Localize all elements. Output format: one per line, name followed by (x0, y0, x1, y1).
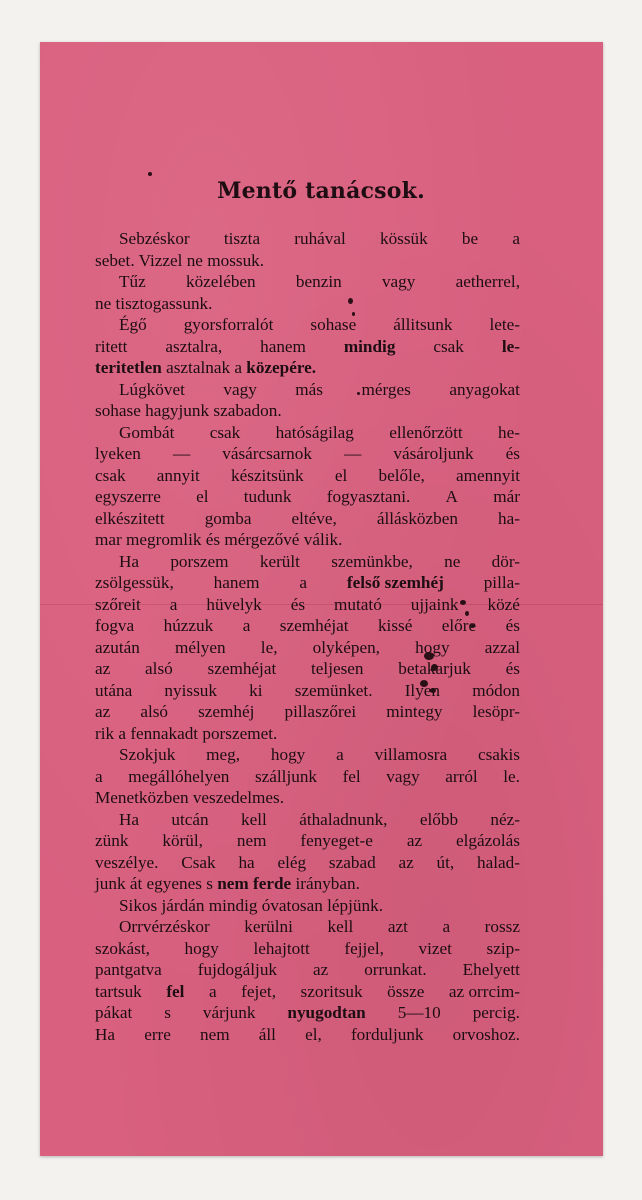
word: szip- (486, 938, 520, 958)
text-line (95, 873, 520, 895)
word: sohase hagyjunk szabadon. (95, 401, 282, 420)
word: mar megromlik és mérgezővé válik. (95, 530, 343, 549)
word: néz- (490, 809, 520, 829)
word: hogy (270, 745, 306, 764)
text-line (95, 465, 520, 487)
text-line (95, 959, 520, 981)
word: szemhéjat (207, 659, 277, 678)
word: irányban. (291, 874, 360, 893)
word: hogy (415, 637, 450, 657)
word: le, (260, 637, 278, 657)
word: közé (487, 594, 520, 614)
word: a (208, 981, 217, 1001)
word: az (312, 960, 329, 979)
word: a (442, 917, 451, 936)
word: kell (327, 917, 354, 936)
text-line (95, 594, 520, 616)
word: szőreit (95, 594, 141, 614)
text-line (95, 938, 520, 960)
word: előre (441, 616, 477, 635)
word: lete- (489, 315, 520, 334)
word: veszélye. (95, 852, 159, 872)
bold-word: le- (501, 336, 520, 356)
bold-word: mindig (343, 336, 396, 356)
word: 5—10 (397, 1003, 441, 1022)
word: ne (444, 551, 461, 571)
word: vizet (418, 938, 452, 958)
word: a (95, 766, 103, 786)
word: Gombát (119, 422, 175, 442)
bold-word: nem ferde (217, 874, 292, 893)
word: zsölgessük, (95, 573, 174, 592)
word: gomba (204, 508, 252, 528)
word: azzal (484, 637, 520, 657)
word: lesöpr- (472, 702, 520, 721)
word: A (445, 487, 458, 506)
word: szoritsuk (300, 981, 363, 1001)
word: benzin (295, 272, 342, 291)
word: tudunk (243, 487, 292, 506)
text-line (95, 271, 520, 293)
word: az orrcim- (448, 981, 520, 1001)
word: közelében (185, 272, 256, 291)
word: el, (305, 1024, 322, 1044)
text-line (95, 916, 520, 938)
word: meg, (206, 745, 241, 764)
word: ne tisztogassunk. (95, 293, 213, 313)
word: fogva (95, 616, 135, 635)
word: szemhéjat (279, 616, 349, 635)
word: belőle, (378, 465, 425, 485)
word: szemünket. (294, 680, 373, 700)
word: halad- (477, 852, 520, 872)
word: a (242, 616, 251, 635)
word: mutató (334, 594, 382, 614)
word: le. (503, 766, 520, 786)
word: erre (144, 1024, 171, 1044)
word: szabad (328, 852, 376, 872)
word: az (406, 831, 423, 850)
word: percig. (472, 1003, 520, 1022)
word: vásárcsarnok (222, 444, 312, 463)
word: aetherrel, (455, 272, 520, 291)
text-line (95, 744, 520, 766)
word: más (295, 379, 323, 399)
word: módon (472, 680, 520, 700)
word: nyissuk (164, 680, 217, 700)
word: hogy (184, 938, 219, 958)
word: betakarjuk (398, 659, 471, 678)
word: Szokjuk (119, 745, 176, 764)
word: és (505, 616, 520, 635)
text-line (95, 637, 520, 659)
word: ruhával (294, 229, 346, 248)
text-line (95, 1024, 520, 1046)
word: hatóságilag (275, 422, 354, 442)
word: és (290, 594, 306, 614)
word: orvoshoz. (452, 1024, 520, 1044)
word: az (95, 659, 111, 678)
word: Égő (119, 315, 147, 334)
word: fujdogáljuk (197, 960, 278, 979)
word: előbb (419, 809, 459, 829)
word: szokást, (95, 938, 150, 958)
word: utána (95, 680, 133, 700)
word: vagy (223, 379, 257, 399)
text-line (95, 314, 520, 336)
word: az (398, 852, 414, 872)
word: nem (236, 831, 267, 850)
advice-text (95, 228, 520, 1045)
word: be (461, 229, 479, 248)
bold-word: fel (166, 981, 185, 1001)
word: ha (238, 852, 255, 872)
word: fejjel, (344, 938, 384, 958)
word: Ha (119, 809, 140, 829)
word: utcán (171, 809, 209, 829)
word: csakis (477, 745, 520, 764)
bold-word: felső szemhéj (346, 573, 444, 592)
word: amennyit (456, 465, 520, 485)
word: megállóhelyen (128, 766, 230, 786)
word: pillaszőrei (284, 702, 357, 721)
word: alsó (145, 659, 173, 678)
word: csak (95, 465, 126, 485)
word: dör- (491, 551, 520, 571)
word: út, (436, 852, 455, 872)
word: szemhéj (198, 702, 255, 721)
word: vásároljunk (393, 444, 474, 463)
word: rik a fennakadt porszemet. (95, 723, 278, 743)
word: ki (249, 680, 263, 700)
word: egyszerre (95, 487, 161, 506)
word: a (512, 229, 520, 248)
document-title: Mentő tanácsok. (217, 178, 425, 204)
word: alsó (140, 702, 169, 721)
word: vagy (386, 766, 420, 786)
word: Ha (95, 1024, 116, 1044)
text-line (95, 293, 520, 315)
text-line (95, 551, 520, 573)
word: áll (258, 1024, 276, 1044)
word: teljesen (311, 659, 364, 678)
word: körül, (162, 831, 203, 850)
text-line (95, 422, 520, 444)
text-line (95, 379, 520, 401)
word: fogyasztani. (326, 487, 411, 506)
text-line (95, 486, 520, 508)
word: ha- (498, 508, 520, 528)
word: lehajtott (253, 938, 310, 958)
word: porszem (170, 551, 229, 571)
word: került (259, 551, 300, 571)
word: pilla- (483, 573, 520, 592)
word: ellenőrzött (389, 422, 463, 442)
word: azt (387, 917, 408, 936)
bold-word: közepére. (246, 358, 317, 377)
word: kössük (379, 229, 428, 248)
word: sebet. Vizzel ne mossuk. (95, 250, 265, 270)
word: Ilyen (404, 680, 441, 700)
text-line (95, 787, 520, 809)
word: kell (241, 809, 267, 829)
word: Sebzéskor (119, 229, 190, 248)
word: lyeken (95, 444, 141, 463)
bold-word: teritetlen (95, 358, 162, 377)
word: el (334, 465, 348, 485)
word: — (172, 444, 191, 463)
word: hanem (260, 336, 306, 356)
word: s (164, 1003, 171, 1022)
word: csak (209, 422, 241, 442)
text-line (95, 680, 520, 702)
word: mérges (361, 379, 411, 399)
word: áthaladnunk, (299, 809, 388, 829)
word: kissé (377, 616, 413, 635)
text-line (95, 572, 520, 594)
bold-word: nyugodtan (287, 1003, 366, 1022)
word: zünk (95, 831, 129, 850)
word: villamosra (374, 745, 448, 764)
text-line (95, 228, 520, 250)
ink-speck (148, 172, 152, 176)
text-line (95, 809, 520, 831)
word: anyagokat (449, 379, 520, 399)
word: Sikos járdán mindig óvatosan lépjünk. (119, 895, 383, 915)
word: várjunk (202, 1003, 256, 1022)
word: asztalnak a (161, 358, 247, 377)
word: sohase (310, 315, 357, 334)
word: mélyen (175, 637, 226, 657)
word: pantgatva (95, 960, 162, 979)
word: olyképen, (312, 637, 380, 657)
word: és (505, 444, 520, 463)
word: annyit (156, 465, 200, 485)
text-line (95, 723, 520, 745)
word: Ha (119, 551, 140, 571)
word: már (493, 487, 520, 506)
word: rossz (484, 917, 520, 936)
word: Tűz (119, 272, 146, 291)
text-line (95, 529, 520, 551)
text-line (95, 981, 520, 1003)
word: ujjaink (410, 594, 459, 614)
word: forduljunk (350, 1024, 424, 1044)
word: eltéve, (291, 508, 337, 528)
text-line (95, 443, 520, 465)
text-line (95, 701, 520, 723)
text-line (95, 766, 520, 788)
word: a (169, 594, 178, 614)
word: — (344, 444, 362, 463)
word: húzzuk (163, 616, 214, 635)
word: szemünkbe, (331, 551, 413, 571)
word: vagy (381, 272, 416, 291)
word: hüvelyk (206, 594, 262, 614)
word: Ehelyett (462, 960, 520, 979)
word: Menetközben veszedelmes. (95, 788, 284, 807)
text-line (95, 250, 520, 272)
word: nem (200, 1024, 230, 1044)
text-line (95, 852, 520, 874)
word: elgázolás (456, 831, 520, 850)
text-line (95, 658, 520, 680)
word: fejet, (241, 981, 276, 1001)
word: pákat (95, 1003, 133, 1022)
word: Csak (181, 852, 216, 872)
word: azután (95, 637, 140, 657)
text-line (95, 508, 520, 530)
text-line (95, 830, 520, 852)
word: az (95, 702, 111, 721)
word: fenyeget-e (300, 831, 373, 850)
text-line (95, 895, 520, 917)
word: ritett (95, 336, 128, 356)
text-line (95, 400, 520, 422)
text-line (95, 1002, 520, 1024)
word: arról (445, 766, 478, 786)
word: elkészitett (95, 508, 165, 528)
word: fel (342, 766, 361, 786)
word: állitsunk (393, 315, 453, 334)
text-line (95, 357, 520, 379)
word: Orrvérzéskor (119, 917, 210, 936)
text-line (95, 615, 520, 637)
word: a (336, 745, 344, 764)
word: el (196, 487, 209, 506)
word: Lúgkövet (119, 379, 185, 399)
word: gyorsforralót (183, 315, 274, 334)
word: asztalra, (165, 336, 223, 356)
word: elég (277, 852, 307, 872)
word: mintegy (386, 702, 443, 721)
word: állásközben (376, 508, 458, 528)
word: tiszta (223, 229, 261, 248)
word: junk át egyenes s (95, 874, 218, 893)
word: a (299, 573, 308, 592)
word: össze (387, 981, 425, 1001)
word: kerülni (244, 917, 293, 936)
word: tartsuk (95, 981, 142, 1001)
word: orrunkat. (364, 960, 427, 979)
word: csak (433, 336, 464, 356)
word: szálljunk (254, 766, 318, 786)
word: hanem (213, 573, 260, 592)
word: he- (498, 422, 520, 442)
word: és (505, 659, 520, 678)
word: készitsünk (231, 465, 304, 485)
text-line (95, 336, 520, 358)
